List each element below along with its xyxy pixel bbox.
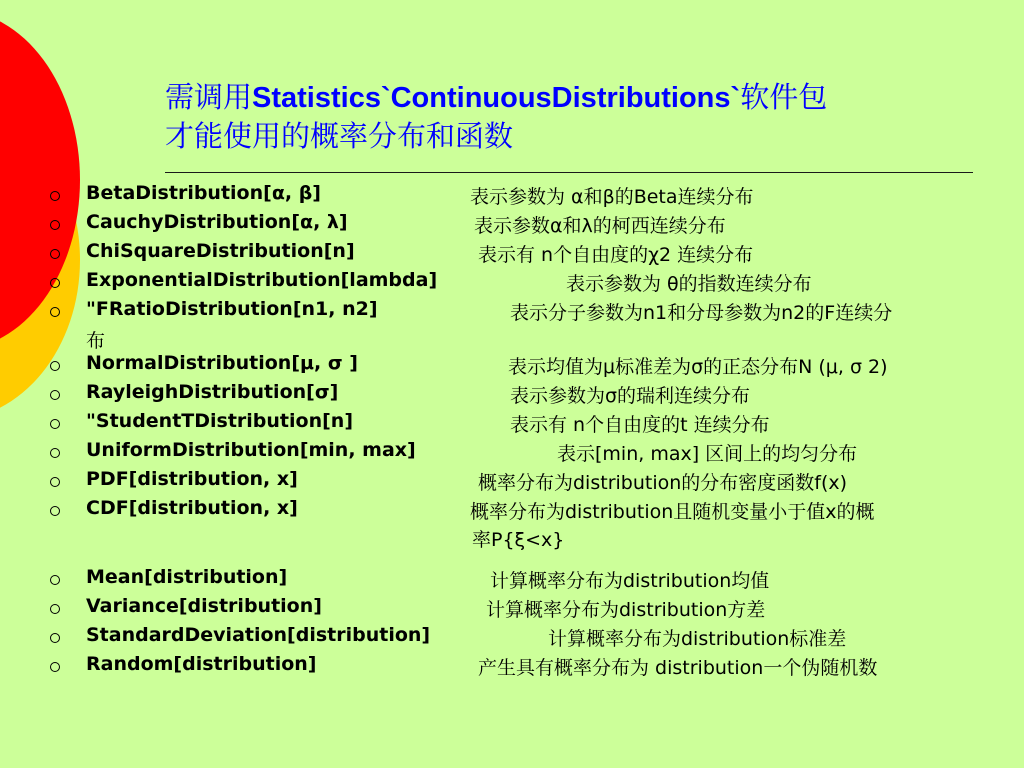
function-name: UniformDistribution[min, max] [86, 439, 416, 461]
function-name: Variance[distribution] [86, 595, 322, 617]
title-divider [165, 172, 973, 173]
circle-bullet-icon [50, 191, 60, 201]
function-description: 表示有 n个自由度的χ2 连续分布 [478, 244, 754, 266]
function-name: ChiSquareDistribution[n] [86, 240, 355, 262]
function-name: CauchyDistribution[α, λ] [86, 211, 348, 233]
circle-bullet-icon [50, 220, 60, 230]
title-package: Statistics`ContinuousDistributions` [252, 82, 741, 114]
circle-bullet-icon [50, 278, 60, 288]
title-line2: 才能使用的概率分布和函数 [165, 119, 514, 153]
function-description: 计算概率分布为distribution方差 [486, 599, 766, 621]
function-description: 表示参数为 θ的指数连续分布 [566, 273, 812, 295]
function-description: 表示参数为σ的瑞利连续分布 [510, 385, 751, 407]
circle-bullet-icon [50, 604, 60, 614]
function-name: Random[distribution] [86, 653, 317, 675]
circle-bullet-icon [50, 506, 60, 516]
circle-bullet-icon [50, 361, 60, 371]
function-description: 表示均值为μ标准差为σ的正态分布N (μ, σ 2) [508, 356, 888, 378]
circle-bullet-icon [50, 249, 60, 259]
function-name: RayleighDistribution[σ] [86, 381, 339, 403]
circle-bullet-icon [50, 419, 60, 429]
function-description: 表示分子参数为n1和分母参数为n2的F连续分 [510, 302, 893, 324]
circle-bullet-icon [50, 662, 60, 672]
function-name: "FRatioDistribution[n1, n2] [86, 298, 378, 320]
function-description: 计算概率分布为distribution均值 [490, 570, 770, 592]
circle-bullet-icon [50, 390, 60, 400]
title-prefix: 需调用 [165, 80, 253, 114]
function-name: CDF[distribution, x] [86, 497, 298, 519]
circle-bullet-icon [50, 575, 60, 585]
function-description: 产生具有概率分布为 distribution一个伪随机数 [478, 657, 878, 679]
circle-bullet-icon [50, 307, 60, 317]
description-continuation: 布 [86, 330, 106, 352]
function-description: 计算概率分布为distribution标准差 [548, 628, 847, 650]
function-name: PDF[distribution, x] [86, 468, 298, 490]
function-name: "StudentTDistribution[n] [86, 410, 354, 432]
function-description: 概率分布为distribution且随机变量小于值x的概 [470, 501, 875, 523]
slide-title [165, 78, 995, 155]
circle-bullet-icon [50, 633, 60, 643]
circle-bullet-icon [50, 448, 60, 458]
function-description: 表示[min, max] 区间上的均匀分布 [557, 443, 858, 465]
function-name: StandardDeviation[distribution] [86, 624, 431, 646]
function-name: BetaDistribution[α, β] [86, 182, 321, 204]
function-description: 概率分布为distribution的分布密度函数f(x) [478, 472, 848, 494]
circle-bullet-icon [50, 477, 60, 487]
function-name: NormalDistribution[μ, σ ] [86, 352, 358, 374]
description-continuation: 率P{ξ<x} [472, 529, 565, 551]
function-description: 表示参数α和λ的柯西连续分布 [474, 215, 726, 237]
function-name: ExponentialDistribution[lambda] [86, 269, 438, 291]
function-description: 表示有 n个自由度的t 连续分布 [510, 414, 770, 436]
function-name: Mean[distribution] [86, 566, 288, 588]
function-description: 表示参数为 α和β的Beta连续分布 [470, 186, 754, 208]
title-suffix: 软件包 [740, 80, 828, 114]
